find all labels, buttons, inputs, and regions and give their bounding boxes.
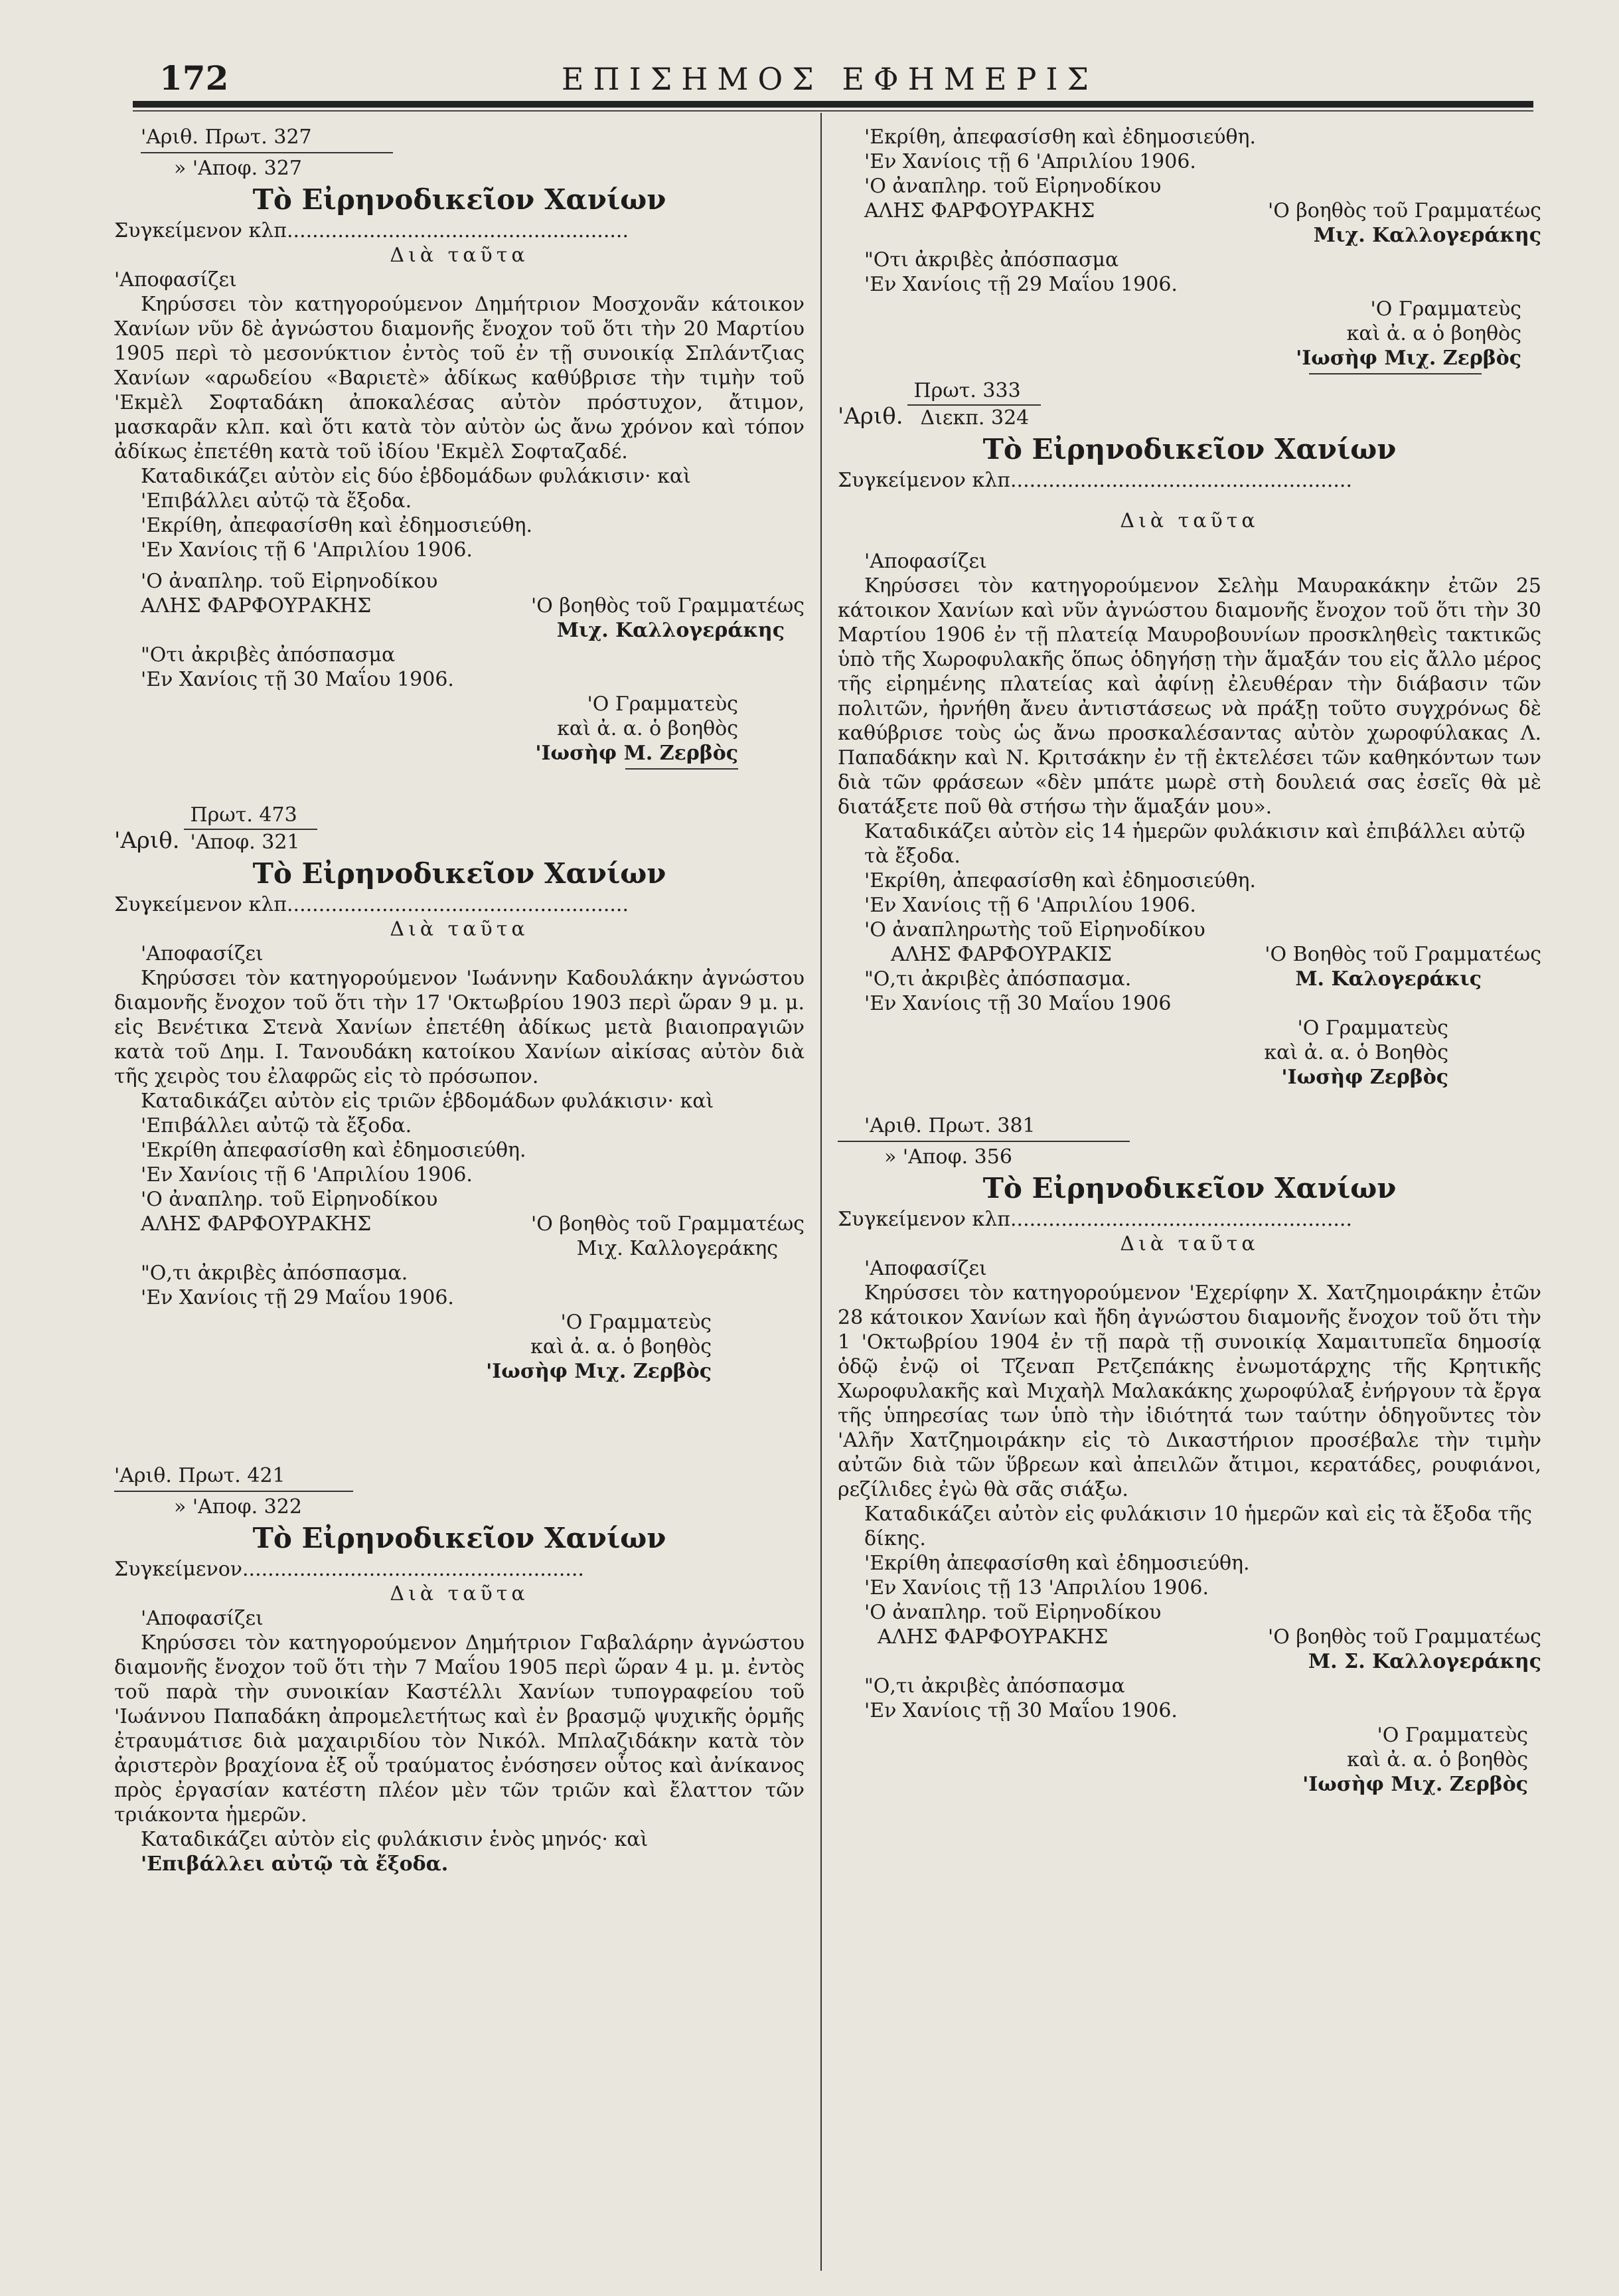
clerk-name: 'Ιωσὴφ Μιχ. Ζερβὸς — [486, 1360, 712, 1383]
reference-fraction — [114, 803, 805, 855]
arith-label: 'Αριθ. — [838, 402, 903, 430]
court-title: Τὸ Εἰρηνοδικεῖον Χανίων — [982, 433, 1397, 465]
clerk-deputy: καὶ ἀ. α. ὁ βοηθὸς — [557, 717, 738, 740]
published-line: 'Εκρίθη, ἀπεφασίσθη καὶ ἐδημοσιεύθη. — [864, 125, 1257, 149]
assistant-name: Μιχ. Καλλογεράκης — [1313, 224, 1541, 247]
column-divider — [820, 113, 822, 2271]
decision-324 — [838, 378, 1541, 1090]
assistant-role: 'Ο βοηθὸς τοῦ Γραμματέως — [530, 594, 805, 617]
protocol-number: 'Αριθ. Πρωτ. 421 — [114, 1464, 285, 1487]
dia-tauta: Διὰ ταῦτα — [390, 244, 529, 267]
costs-line: 'Επιβάλλει αὐτῷ τὰ ἔξοδα. — [141, 1852, 449, 1876]
costs-line: 'Επιβάλλει αὐτῷ τὰ ἔξοδα. — [141, 489, 412, 513]
clerk-deputy: καὶ ἀ. α ὁ βοηθὸς — [1346, 322, 1521, 345]
judge-name: ΑΛΗΣ ΦΑΡΦΟΥΡΑΚΗΣ — [141, 1212, 372, 1236]
decision-322 — [114, 1463, 805, 1876]
court-title: Τὸ Εἰρηνοδικεῖον Χανίων — [252, 183, 666, 216]
sentence-line: Καταδικάζει αὐτὸν εἰς φυλάκισιν 10 ἡμερῶν καὶ εἰς τὰ ἔξοδα τῆς δίκης. — [864, 1503, 1532, 1550]
sentence-line: Καταδικάζει αὐτὸν εἰς δύο ἑβδομάδων φυλάκισιν· καὶ — [141, 465, 691, 488]
date-line: 'Εν Χανίοις τῇ 6 'Απριλίου 1906. — [141, 1163, 473, 1187]
clerk-role: 'Ο Γραμματεὺς — [1377, 1724, 1528, 1747]
page-number: 172 — [159, 58, 229, 98]
judge-role: 'Ο ἀναπληρ. τοῦ Εἰρηνοδίκου — [864, 175, 1162, 198]
dia-tauta: Διὰ ταῦτα — [390, 1582, 529, 1605]
decision-356 — [838, 1113, 1541, 1797]
judge-name: ΑΛΗΣ ΦΑΡΦΟΥΡΑΚΗΣ — [141, 594, 372, 617]
decision-number: » 'Αποφ. 327 — [174, 157, 302, 180]
clerk-deputy: καὶ ἀ. α. ὁ βοηθὸς — [530, 1335, 712, 1358]
apofasizei: 'Αποφασίζει — [864, 550, 987, 573]
dia-tauta: Διὰ ταῦτα — [1120, 1232, 1259, 1256]
signature-row — [838, 1649, 1541, 1674]
signature-underline — [625, 768, 738, 770]
signature-row — [114, 1212, 805, 1236]
sentence-line: Καταδικάζει αὐτὸν εἰς φυλάκισιν ἑνὸς μηνός· καὶ — [141, 1828, 649, 1851]
judge-role: 'Ο ἀναπληρωτὴς τοῦ Εἰρηνοδίκου — [864, 918, 1205, 942]
published-line: 'Εκρίθη, ἀπεφασίσθη καὶ ἐδημοσιεύθη. — [864, 869, 1257, 892]
clerk-role: 'Ο Γραμματεὺς — [560, 1311, 712, 1334]
verdict-text: Κηρύσσει τὸν κατηγορούμενον 'Ιωάννην Καδουλάκην ἀγνώστου διαμονῆς ἔνοχον τοῦ ὅτι τὴν 17 'Οκτωβρίου 1903 περὶ ὥραν 9 μ. μ. εἰς Βενέτικα Στενὰ Χανίων ἐπετέθη ἀδίκως μετὰ βιαιοπραγιῶν κατὰ τοῦ Δημ. Ι. Τανουδάκη κατοίκου Χανίων αἰκίσας αὐτὸν διὰ τῆς χειρὸς του ἐλαφρῶς εἰς τὸ πρόσωπον. — [114, 967, 805, 1088]
newspaper-title: ΕΠΙΣΗΜΟΣ ΕΦΗΜΕΡΙΣ — [561, 61, 1099, 97]
decision-number: » 'Αποφ. 322 — [174, 1495, 302, 1518]
date-line: 'Εν Χανίοις τῇ 6 'Απριλίου 1906. — [864, 894, 1196, 917]
published-line: 'Εκρίθη, ἀπεφασίσθη καὶ ἐδημοσιεύθη. — [141, 514, 533, 537]
clerk-signature — [838, 1016, 1541, 1090]
court-title: Τὸ Εἰρηνοδικεῖον Χανίων — [982, 1172, 1397, 1204]
assistant-role: 'Ο βοηθὸς τοῦ Γραμματέως — [1267, 199, 1541, 222]
signature-row — [114, 594, 805, 618]
copy-date: 'Εν Χανίοις τῇ 30 Μαΐου 1906. — [864, 1699, 1178, 1722]
date-line: 'Εν Χανίοις τῇ 13 'Απριλίου 1906. — [864, 1576, 1209, 1599]
signature-row — [838, 942, 1541, 967]
decision-327 — [114, 125, 805, 770]
reference-fraction — [838, 378, 1541, 430]
date-line: 'Εν Χανίοις τῇ 6 'Απριλίου 1906. — [141, 538, 473, 562]
clerk-role: 'Ο Γραμματεὺς — [587, 693, 738, 716]
protocol-number: Πρωτ. 473 — [184, 803, 317, 830]
recital: Συγκείμενον κλπ...................................................... — [838, 1208, 1352, 1231]
apofasizei: 'Αποφασίζει — [141, 1607, 264, 1630]
recital: Συγκείμενον...................................................... — [114, 1558, 584, 1581]
ref-rule — [114, 1491, 353, 1492]
signature-row — [838, 223, 1541, 248]
verdict-text: Κηρύσσει τὸν κατηγορούμενον 'Εχερίφην Χ. Χατζημοιράκην ἐτῶν 28 κάτοικον Χανίων καὶ ἤδη ἀγνώστου διαμονῆς ἔνοχον τοῦ ὅτι τὴν 1 'Οκτωβρίου 1904 ἐν τῇ παρὰ τῇ συνοικίᾳ Χαμαιτυπεῖα δημοσίᾳ ὁδῷ ἐνῷ οἱ Τζεναπ Ρετζεπάκης ἐνωμοτάρχης τῆς Κρητικῆς Χωροφυλακῆς καὶ Μιχαὴλ Μαλακάκης χωροφύλαξ ἐνήργουν τὰ ἔργα τῆς ὑπηρεσίας των ὑπὸ τὴν ἰδιότητά των ταύτην ὁδηγοῦντες τὸν 'Αλῆν Χατζημοιράκην εἰς τὸ Δικαστήριον προσέβαλε τὴν τιμὴν αὐτῶν διὰ τῶν ὕβρεων καὶ ἀπειλῶν ἄτιμοι, κερατάδες, ρουφιάνοι, ρεζίλιδες ἐγὼ θὰ σᾶς σιάξω. — [838, 1281, 1541, 1501]
decision-number: 'Αποφ. 321 — [190, 831, 300, 854]
copy-date: 'Εν Χανίοις τῇ 30 Μαΐου 1906. — [141, 668, 454, 691]
apofasizei: 'Αποφασίζει — [141, 942, 264, 965]
decision-continuation — [838, 125, 1541, 374]
verdict-text: Κηρύσσει τὸν κατηγορούμενον Δημήτριον Μοσχονᾶν κάτοικον Χανίων νῦν δὲ ἀγνώστου διαμονῆς ἔνοχον τοῦ ὅτι τὴν 20 Μαρτίου 1905 περὶ τὸ μεσονύκτιον ἐντὸς τοῦ ἐν τῇ συνοικίᾳ Σπλάντζιας Χανίων «αρωδείου «Βαριετὲ» ἀδίκως καθύβρισε τὴν τιμὴν τοῦ 'Εκμὲλ Σοφταδάκη ἀποκαλέσας αὐτὸν πρόστυχον, ἄτιμον, μασκαρᾶν κλπ. καὶ ὅτι κατὰ τὸν αὐτὸν ὡς ἄνω χρόνον καὶ τόπον ἀδίκως ἐπετέθη κατὰ τοῦ ἰδίου 'Εκμὲλ Σοφταζαδέ. — [114, 293, 805, 463]
clerk-deputy: καὶ ἀ. α. ὁ Βοηθὸς — [1264, 1041, 1448, 1064]
apofasizei: 'Αποφασίζει — [864, 1257, 987, 1280]
judge-role: 'Ο ἀναπληρ. τοῦ Εἰρηνοδίκου — [141, 1188, 438, 1211]
decision-321 — [114, 803, 805, 1384]
signature-row — [114, 618, 805, 643]
judge-name: ΑΛΗΣ ΦΑΡΦΟΥΡΑΚΙΣ — [891, 943, 1113, 966]
published-line: 'Εκρίθη ἀπεφασίσθη καὶ ἐδημοσιεύθη. — [141, 1139, 526, 1162]
verdict-text: Κηρύσσει τὸν κατηγορούμενον Σελὴμ Μαυρακάκην ἐτῶν 25 κάτοικον Χανίων καὶ νῦν ἀγνώστου διαμονῆς ἔνοχον τοῦ ὅτι τὴν 30 Μαρτίου 1906 ἐν τῇ πλατείᾳ Μαυροβουνίων προσκληθεὶς τακτικῶς ὑπὸ τῆς Χωροφυλακῆς ὅπως ὁδηγήσῃ τὴν ἅμαξάν του εἰς ἄλλο μέρος τῆς εἰρημένης πλατείας καὶ ἀφίνῃ ἐλευθέραν τὴν διάβασιν τῶν πολιτῶν, ἠρνήθη ἄνευ ἀντιστάσεως νὰ πράξῃ τοῦτο συγχρόνως δὲ καθύβρισε τοὺς ὡς ἄνω προσκαλέσαντας αὐτὸν χωροφύλακας Λ. Παπαδάκην καὶ Ν. Κριτσάκην ἐν τῇ ἐκτελέσει τῶν καθηκόντων των διὰ τῶν φράσεων «δὲν μπάτε μωρὲ στὴ δουλειά σας ἐσεῖς θὰ μὲ διατάξετε ποῦ θὰ στήσω τὴν ἅμαξάν μου». — [838, 574, 1541, 819]
clerk-signature — [838, 297, 1541, 374]
assistant-role: 'Ο βοηθὸς τοῦ Γραμματέως — [530, 1212, 805, 1236]
signature-row — [838, 1625, 1541, 1649]
clerk-signature — [838, 1723, 1541, 1797]
signature-row — [838, 967, 1541, 991]
judge-name: ΑΛΗΣ ΦΑΡΦΟΥΡΑΚΗΣ — [864, 199, 1095, 222]
copy-certification: "Ο,τι ἀκριβὲς ἀπόσπασμα — [864, 1675, 1125, 1698]
copy-date: 'Εν Χανίοις τῇ 30 Μαΐου 1906 — [864, 992, 1172, 1015]
copy-certification: "Ο,τι ἀκριβὲς ἀπόσπασμα. — [141, 1262, 408, 1285]
court-title: Τὸ Εἰρηνοδικεῖον Χανίων — [252, 1522, 666, 1554]
clerk-name: 'Ιωσὴφ Ζερβὸς — [1281, 1066, 1448, 1089]
ref-rule — [838, 1141, 1130, 1142]
decision-number: Διεκπ. 324 — [920, 406, 1030, 430]
clerk-name: 'Ιωσὴφ Μιχ. Ζερβὸς — [1296, 347, 1521, 370]
copy-certification: "Ο,τι ἀκριβὲς ἀπόσπασμα. — [864, 967, 1132, 991]
copy-certification: "Οτι ἀκριβὲς ἀπόσπασμα — [864, 248, 1119, 272]
judge-role: 'Ο ἀναπληρ. τοῦ Εἰρηνοδίκου — [141, 570, 438, 593]
page-header — [133, 58, 1527, 98]
assistant-role: 'Ο Βοηθὸς τοῦ Γραμματέως — [1265, 943, 1541, 966]
dia-tauta: Διὰ ταῦτα — [390, 918, 529, 941]
protocol-number: 'Αριθ. Πρωτ. 327 — [141, 125, 312, 149]
verdict-text: Κηρύσσει τὸν κατηγορούμενον Δημήτριον Γαβαλάρην ἀγνώστου διαμονῆς ἔνοχον τοῦ ὅτι τὴν 7 Μαΐου 1905 περὶ ὥραν 4 μ. μ. ἐντὸς τοῦ παρὰ τὴν συνοικίαν Καστέλλι Χανίων τυπογραφείου τοῦ 'Ιωάννου Παπαδάκη ἀπρομελετήτως καὶ ἐν βρασμῷ ψυχικῆς ὁρμῆς ἐτραυμάτισε διὰ μαχαιριδίου τὸν Νικόλ. Μπλαζιδάκην κατὰ τὸν ἀριστερὸν βραχίονα ἐξ οὗ τραύματος ἐνόσησεν οὗτος καὶ ἀνίκανος πρὸς ἐργασίαν κατέστη πλέον μὲν τῶν τριῶν καὶ ἔλαττον τῶν τριάκοντα ἡμερῶν. — [114, 1631, 805, 1827]
copy-date: 'Εν Χανίοις τῇ 29 Μαΐου 1906. — [141, 1286, 454, 1309]
sentence-line: Καταδικάζει αὐτὸν εἰς τριῶν ἑβδομάδων φυλάκισιν· καὶ — [141, 1090, 714, 1113]
dia-tauta: Διὰ ταῦτα — [1120, 509, 1259, 533]
signature-row — [838, 199, 1541, 223]
clerk-role: 'Ο Γραμματεὺς — [1297, 1017, 1448, 1040]
protocol-number: Πρωτ. 333 — [907, 378, 1041, 406]
header-rule-thin — [133, 110, 1533, 112]
left-column — [114, 125, 805, 1876]
clerk-role: 'Ο Γραμματεὺς — [1370, 297, 1521, 321]
recital: Συγκείμενον κλπ...................................................... — [114, 893, 629, 916]
signature-row — [114, 1236, 805, 1261]
assistant-name: Μιχ. Καλλογεράκης — [576, 1237, 778, 1260]
assistant-name: Μ. Καλογεράκις — [1295, 967, 1482, 991]
apofasizei: 'Αποφασίζει — [114, 268, 237, 291]
copy-date: 'Εν Χανίοις τῇ 29 Μαΐου 1906. — [864, 273, 1178, 296]
ref-rule — [141, 152, 393, 153]
clerk-signature — [114, 692, 805, 770]
signature-underline — [1309, 373, 1482, 374]
decision-number: » 'Αποφ. 356 — [884, 1145, 1012, 1169]
copy-certification: "Οτι ἀκριβὲς ἀπόσπασμα — [141, 643, 396, 667]
date-line: 'Εν Χανίοις τῇ 6 'Απριλίου 1906. — [864, 150, 1196, 173]
sentence-line: Καταδικάζει αὐτὸν εἰς 14 ἡμερῶν φυλάκισιν καὶ ἐπιβάλλει αὐτῷ τὰ ἔξοδα. — [864, 820, 1525, 868]
clerk-name: 'Ιωσὴφ Μιχ. Ζερβὸς — [1302, 1773, 1528, 1796]
header-rule — [133, 101, 1533, 108]
clerk-name: 'Ιωσὴφ Μ. Ζερβὸς — [535, 742, 738, 765]
assistant-role: 'Ο βοηθὸς τοῦ Γραμματέως — [1267, 1625, 1541, 1649]
right-column — [838, 125, 1541, 1797]
clerk-signature — [114, 1310, 805, 1384]
judge-name: ΑΛΗΣ ΦΑΡΦΟΥΡΑΚΗΣ — [878, 1625, 1109, 1649]
costs-line: 'Επιβάλλει αὐτῷ τὰ ἔξοδα. — [141, 1114, 412, 1137]
recital: Συγκείμενον κλπ...................................................... — [838, 469, 1352, 492]
recital: Συγκείμενον κλπ...................................................... — [114, 219, 629, 242]
assistant-name: Μιχ. Καλλογεράκης — [556, 619, 785, 642]
assistant-name: Μ. Σ. Καλλογεράκης — [1308, 1650, 1541, 1673]
published-line: 'Εκρίθη ἀπεφασίσθη καὶ ἐδημοσιεύθη. — [864, 1552, 1250, 1575]
court-title: Τὸ Εἰρηνοδικεῖον Χανίων — [252, 857, 666, 890]
clerk-deputy: καὶ ἀ. α. ὁ βοηθὸς — [1347, 1748, 1528, 1771]
judge-role: 'Ο ἀναπληρ. τοῦ Εἰρηνοδίκου — [864, 1601, 1162, 1624]
protocol-number: 'Αριθ. Πρωτ. 381 — [864, 1114, 1036, 1137]
arith-label: 'Αριθ. — [114, 827, 180, 854]
